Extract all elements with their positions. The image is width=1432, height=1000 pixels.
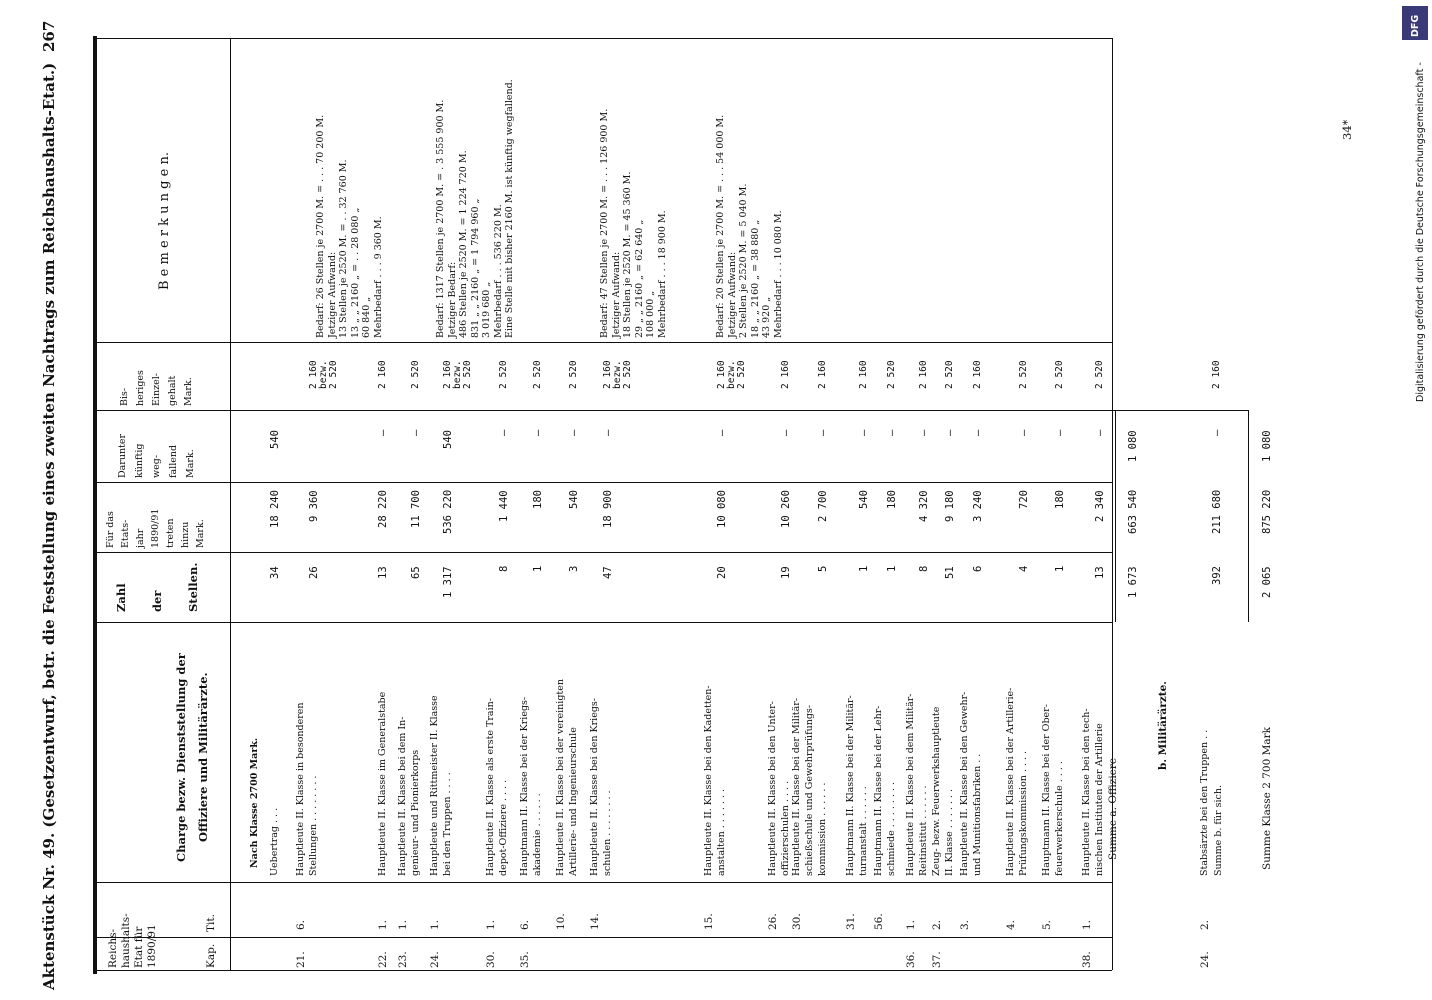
row-charge-text: Stabsärzte bei den Truppen . . — [1199, 729, 1210, 876]
row-charge-text: Hauptleute II. Klasse bei der vereinigten — [555, 679, 566, 876]
header-charge-line2: Offiziere und Militärärzte. — [196, 672, 210, 842]
header-wegfallend: Darunter — [117, 433, 128, 478]
row-charge-text: genieur- und Pionierkorps — [410, 749, 421, 876]
row-kap: 22. — [377, 951, 389, 968]
row-wegfallend: — — [972, 429, 984, 436]
row-zahl: 1 317 — [442, 566, 454, 598]
remark-line: 29 „ „ 2160 „ = 62 640 „ — [633, 219, 645, 338]
row-tit: 4. — [1005, 919, 1017, 930]
row-charge-text: turnanstalt . . . . . . — [858, 786, 869, 876]
row-charge-text: kommission . . . . . . — [817, 782, 828, 876]
sheet-mark: 34* — [1340, 119, 1354, 140]
row-gehalt: 2 520 — [410, 360, 421, 389]
row-hinzu: 540 — [858, 490, 870, 509]
row-charge-text: bei den Truppen . . . . — [442, 772, 453, 876]
row-wegfallend: 540 — [442, 430, 454, 449]
row-charge-text: Hauptleute II. Klasse als erste Train- — [485, 698, 496, 876]
summe-total-wegfallend: 1 080 — [1261, 430, 1273, 462]
page-number: 267 — [40, 20, 58, 52]
row-zahl: 1 — [532, 565, 544, 572]
row-wegfallend: — — [568, 429, 580, 436]
row-zahl: 26 — [308, 566, 320, 579]
row-hinzu: 180 — [532, 490, 544, 509]
row-charge-text: Hauptleute II. Klasse bei den Unter- — [767, 701, 778, 876]
summe-a-zahl: 1 673 — [1127, 566, 1139, 598]
header-etat-line: Etat für — [133, 926, 145, 968]
row-gehalt: 2 160 — [308, 360, 319, 389]
column-rule-6 — [93, 882, 1112, 883]
row-charge-text: anstalten . . . . . . . — [716, 788, 727, 876]
row-gehalt: 2 160 — [442, 360, 453, 389]
dfg-logo — [1402, 6, 1428, 40]
row-zahl: 20 — [716, 566, 728, 579]
row-kap: 21. — [295, 951, 307, 968]
header-wegfallend: fallend — [168, 444, 179, 478]
row-tit: 6. — [295, 919, 307, 930]
row-wegfallend: — — [602, 429, 614, 436]
row-gehalt: 2 160 — [716, 360, 727, 389]
row-gehalt: 2 160 — [1211, 360, 1222, 389]
row-wegfallend: — — [858, 429, 870, 436]
row-tit: 56. — [873, 913, 885, 930]
remark-line: Jetziger Aufwand: — [610, 251, 622, 338]
row-charge-text: Hauptmann II. Klasse bei der Kriegs- — [519, 696, 530, 876]
row-charge-text: nischen Instituten der Artillerie — [1094, 723, 1105, 876]
remark-line: Jetziger Bedarf: — [446, 261, 458, 338]
header-wegfallend: künftig — [134, 443, 145, 478]
header-bisheriges: gehalt — [167, 375, 178, 406]
header-rule — [230, 38, 231, 970]
header-charge-line1: Charge bezw. Dienststellung der — [174, 653, 188, 862]
row-zahl: 47 — [602, 566, 614, 579]
row-charge-text: Stellungen . . . . . . . . — [308, 775, 319, 876]
remark-line: 3 019 680 „ — [481, 281, 492, 338]
running-head-title: Aktenstück Nr. 49. (Gesetzentwurf, betr. die Feststellung eines zweiten Nachtrags zum Reichshaushalts-Etat.) — [40, 62, 58, 990]
row-charge-text: Hauptleute II. Klasse bei der Artillerie- — [1005, 687, 1016, 876]
row-zahl: 8 — [918, 565, 930, 572]
row-hinzu: 180 — [1054, 490, 1066, 509]
header-bisheriges: heriges — [135, 370, 146, 406]
row-zahl: 1 — [1054, 565, 1066, 572]
header-hinzu: Etats- — [120, 519, 131, 548]
remark-line: Mehrbedarf . . . 18 900 M. — [656, 210, 668, 338]
row-tit: 2. — [931, 919, 943, 930]
summe-total-zahl: 2 065 — [1261, 566, 1273, 598]
header-hinzu: Mark. — [195, 519, 206, 548]
row-charge-text: akademie . . . . . . — [532, 793, 543, 876]
row-tit: 1. — [905, 919, 917, 930]
row-hinzu: 10 080 — [716, 490, 728, 528]
row-gehalt: 2 160 — [972, 360, 983, 389]
header-wegfallend: weg- — [151, 454, 162, 478]
row-charge-text: und Munitionsfabriken . . — [972, 753, 983, 876]
row-tit: 1. — [429, 919, 441, 930]
row-charge-text: Hauptleute II. Klasse bei den Kriegs- — [589, 697, 600, 876]
remark-line: 13 „ „ 2160 „ = . . 28 080 „ — [349, 207, 361, 338]
row-zahl: 13 — [1094, 566, 1106, 579]
row-gehalt: bezw. — [318, 360, 329, 389]
row-hinzu: 18 900 — [602, 490, 614, 528]
column-rule-4 — [93, 552, 1112, 553]
row-hinzu: 2 700 — [817, 490, 829, 522]
row-charge-text: schmiede . . . . . . . . — [886, 781, 897, 876]
column-rule-2 — [93, 410, 1112, 411]
row-hinzu: 180 — [886, 490, 898, 509]
row-wegfallend: — — [1211, 429, 1223, 436]
row-gehalt: 2 520 — [568, 360, 579, 389]
remark-line: Jetziger Aufwand: — [726, 251, 738, 338]
summe-a-label: Summe a. Offiziere — [1107, 757, 1119, 860]
row-wegfallend: — — [1054, 429, 1066, 436]
row-hinzu: 1 440 — [498, 490, 510, 522]
row-charge-text: Reitinstitut . . . . . . — [918, 785, 929, 876]
remark-line: 18 „ „ 2160 „ = 38 880 „ — [749, 219, 761, 338]
header-bisheriges: Bis- — [119, 387, 130, 406]
row-charge-text: Hauptleute II. Klasse im Generalstabe — [377, 691, 388, 876]
row-wegfallend: — — [944, 429, 956, 436]
row-zahl: 19 — [780, 566, 792, 579]
row-zahl: 6 — [972, 565, 984, 572]
row-kap: 23. — [397, 951, 409, 968]
row-charge-text: Hauptmann II. Klasse bei der Ober- — [1041, 704, 1052, 876]
row-wegfallend: — — [716, 429, 728, 436]
row-hinzu: 9 180 — [944, 490, 956, 522]
row-wegfallend: — — [886, 429, 898, 436]
row-charge-text: feuerwerkerschule . . . . — [1054, 761, 1065, 876]
header-bemerkungen: B e m e r k u n g e n. — [157, 152, 172, 290]
row-wegfallend: — — [780, 429, 792, 436]
remark-line: Bedarf: 1317 Stellen je 2700 M. = . 3 555 900 M. — [435, 99, 446, 338]
header-zahl: Zahl — [114, 583, 128, 612]
header-wegfallend: Mark. — [185, 449, 196, 478]
row-zahl: 392 — [1211, 566, 1223, 585]
row-tit: 3. — [959, 919, 971, 930]
row-gehalt: 2 520 — [498, 360, 509, 389]
row-hinzu: 28 220 — [377, 490, 389, 528]
row-kap: 30. — [485, 951, 497, 968]
header-etat-line: 1890/91 — [146, 924, 158, 968]
section-b-title: b. Militärärzte. — [1157, 681, 1169, 770]
summe-total-label: Summe Klasse 2 700 Mark — [1261, 726, 1273, 870]
row-tit: 1. — [485, 919, 497, 930]
row-hinzu: 536 220 — [442, 489, 454, 534]
row-hinzu: 10 260 — [780, 490, 792, 528]
header-tit: Tit. — [205, 914, 217, 932]
row-charge-text: Hauptleute II. Klasse bei dem Militär- — [905, 693, 916, 876]
column-rule-8 — [93, 970, 1112, 971]
row-tit: 10. — [555, 913, 567, 930]
summe-a-rule — [1115, 410, 1116, 622]
header-hinzu: 1890/91 — [150, 508, 161, 548]
row-tit: 26. — [767, 913, 779, 930]
row-kap: 24. — [429, 951, 441, 968]
summe-a-hinzu: 663 540 — [1127, 489, 1139, 534]
row-kap: 24. — [1199, 951, 1211, 968]
row-gehalt: 2 520 — [736, 360, 747, 389]
section-a-label: Nach Klasse 2700 Mark. — [249, 737, 260, 868]
row-zahl: 1 — [886, 565, 898, 572]
row-gehalt: 2 520 — [944, 360, 955, 389]
row-tit: 1. — [377, 919, 389, 930]
row-charge-text: Prüfungskommission . . . . — [1018, 750, 1029, 876]
row-charge-text: Hauptleute II. Klasse bei den tech- — [1081, 708, 1092, 876]
row-gehalt: 2 520 — [532, 360, 543, 389]
row-charge-text: Uebertrag . . . — [269, 807, 280, 876]
header-zahl: der — [150, 590, 164, 612]
column-rule-7 — [93, 937, 1112, 938]
row-zahl: 4 — [1018, 565, 1030, 572]
row-tit: 1. — [397, 919, 409, 930]
row-gehalt: bezw. — [452, 360, 463, 389]
header-kap: Kap. — [205, 943, 217, 968]
summe-box-top — [1112, 410, 1248, 411]
row-gehalt: 2 160 — [858, 360, 869, 389]
row-gehalt: 2 160 — [918, 360, 929, 389]
row-zahl: 8 — [498, 565, 510, 572]
row-kap: 37. — [931, 951, 943, 968]
row-gehalt: 2 160 — [602, 360, 613, 389]
remark-line: Bedarf: 26 Stellen je 2700 M. = . . . 70 200 M. — [315, 114, 326, 338]
row-gehalt: 2 520 — [1018, 360, 1029, 389]
row-zahl: 65 — [410, 566, 422, 579]
row-zahl: 1 — [858, 565, 870, 572]
column-rule-1 — [93, 342, 1112, 343]
row-wegfallend: — — [532, 429, 544, 436]
remark-line: 108 000 „ — [645, 290, 656, 338]
dfg-logo-text: DFG — [1410, 14, 1421, 37]
header-hinzu: jahr — [135, 528, 146, 548]
row-charge-text: Zeug- bezw. Feuerwerkshauptleute — [931, 706, 942, 876]
column-rule-5 — [93, 622, 1112, 623]
digitization-credit: Digitalisierung gefördert durch die Deutsche Forschungsgemeinschaft - — [1415, 62, 1426, 402]
row-gehalt: bezw. — [612, 360, 623, 389]
remark-line: Bedarf: 20 Stellen je 2700 M. = . . . 54 000 M. — [715, 114, 726, 338]
row-kap: 38. — [1081, 951, 1093, 968]
row-tit: 5. — [1041, 919, 1053, 930]
row-tit: 14. — [589, 913, 601, 930]
row-charge-text: Hauptmann II. Klasse bei der Lehr- — [873, 705, 884, 876]
row-charge-text: Artillerie- und Ingenieurschule — [568, 727, 579, 876]
row-zahl: 3 — [568, 565, 580, 572]
row-charge-text: Hauptleute II. Klasse bei den Kadetten- — [703, 685, 714, 876]
row-hinzu: 18 240 — [269, 490, 281, 528]
header-etat-line: Reichs- — [107, 928, 119, 968]
row-wegfallend: — — [1018, 429, 1030, 436]
remark-line: 486 Stellen je 2520 M. = 1 224 720 M. — [458, 150, 469, 338]
row-hinzu: 3 240 — [972, 490, 984, 522]
row-charge-text: offizierschulen . . . . — [780, 780, 791, 876]
row-kap: 35. — [519, 951, 531, 968]
remark-line: Bedarf: 47 Stellen je 2700 M. = . . . 126 900 M. — [599, 108, 610, 338]
row-wegfallend: — — [1094, 429, 1106, 436]
row-charge-text: Hauptleute II. Klasse bei den Gewehr- — [959, 691, 970, 876]
row-wegfallend: — — [817, 429, 829, 436]
row-tit: 1. — [1081, 919, 1093, 930]
header-hinzu: hinzu — [180, 521, 191, 548]
column-rule-0 — [93, 38, 1112, 39]
remark-line: Mehrbedarf . . . 9 360 M. — [372, 216, 384, 338]
header-bisheriges: Mark. — [183, 377, 194, 406]
row-gehalt: bezw. — [726, 360, 737, 389]
remark-line: 60 840 „ — [361, 296, 372, 338]
row-kap: 36. — [905, 951, 917, 968]
row-tit: 30. — [791, 913, 803, 930]
row-zahl: 5 — [817, 565, 829, 572]
row-zahl: 13 — [377, 566, 389, 579]
row-gehalt: 2 520 — [886, 360, 897, 389]
remark-line: 43 920 „ — [761, 296, 772, 338]
row-wegfallend: — — [410, 429, 422, 436]
row-wegfallend: 540 — [269, 430, 281, 449]
remark-line: 18 Stellen je 2520 M. = 45 360 M. — [622, 171, 633, 338]
remark-line: Mehrbedarf . . . 10 080 M. — [772, 210, 784, 338]
row-hinzu: 540 — [568, 490, 580, 509]
row-wegfallend: — — [918, 429, 930, 436]
row-charge-text: Hauptleute II. Klasse bei dem In- — [397, 716, 408, 876]
summe-b-rule — [1248, 410, 1249, 622]
row-gehalt: 2 160 — [780, 360, 791, 389]
row-charge-text: Hauptleute und Rittmeister II. Klasse — [429, 695, 440, 876]
row-charge-text: schießschule und Gewehrprüfungs- — [804, 704, 815, 876]
row-charge-text: Hauptmann II. Klasse bei der Militär- — [845, 695, 856, 876]
row-wegfallend: — — [498, 429, 510, 436]
row-gehalt: 2 520 — [1094, 360, 1105, 389]
row-gehalt: 2 160 — [377, 360, 388, 389]
row-gehalt: 2 520 — [622, 360, 633, 389]
remark-line: 2 Stellen je 2520 M. = 5 040 M. — [738, 183, 749, 338]
header-bisheriges: Einzel- — [151, 373, 162, 406]
column-rule-3 — [93, 482, 1112, 483]
summe-a-wegfallend: 1 080 — [1127, 430, 1139, 462]
table-left-rule — [93, 38, 95, 970]
row-hinzu: 2 340 — [1094, 490, 1106, 522]
row-gehalt: 2 520 — [1054, 360, 1065, 389]
row-hinzu: 9 360 — [308, 490, 320, 522]
header-zahl: Stellen. — [186, 562, 200, 612]
header-hinzu: Für das — [105, 511, 116, 548]
row-charge-text: depot-Offiziere . . . . — [498, 779, 509, 876]
header-etat-line: haushalts- — [120, 913, 132, 968]
row-zahl: 34 — [269, 566, 281, 579]
row-tit: 6. — [519, 919, 531, 930]
row-tit: 31. — [845, 913, 857, 930]
remark-line: 13 Stellen je 2520 M. = . . 32 760 M. — [338, 159, 349, 338]
row-zahl: 51 — [944, 566, 956, 579]
row-hinzu: 211 680 — [1211, 489, 1223, 534]
row-gehalt: 2 520 — [462, 360, 473, 389]
summe-total-hinzu: 875 220 — [1261, 489, 1273, 534]
row-gehalt: 2 160 — [817, 360, 828, 389]
header-hinzu: treten — [165, 518, 176, 548]
row-wegfallend: — — [377, 429, 389, 436]
remark-line: Mehrbedarf . . . 536 220 M. — [492, 204, 504, 338]
row-hinzu: 11 700 — [410, 490, 422, 528]
remark-line: Eine Stelle mit bisher 2160 M. ist künftig wegfallend. — [504, 79, 515, 338]
row-tit: 2. — [1199, 919, 1211, 930]
row-hinzu: 720 — [1018, 490, 1030, 509]
row-charge-text: schulen . . . . . . . . — [602, 790, 613, 876]
row-tit: 15. — [703, 913, 715, 930]
row-charge-text: Summe b. für sich. — [1213, 785, 1224, 876]
row-hinzu: 4 320 — [918, 490, 930, 522]
row-charge-text: II. Klasse . . . . . . . — [944, 789, 955, 876]
remark-line: Jetziger Aufwand: — [326, 251, 338, 338]
row-charge-text: Hauptleute II. Klasse bei der Militär- — [791, 697, 802, 876]
row-gehalt: 2 520 — [328, 360, 339, 389]
row-charge-text: Hauptleute II. Klasse in besonderen — [295, 702, 306, 876]
remark-line: 831 „ „ 2160 „ = 1 794 960 „ — [469, 198, 481, 338]
